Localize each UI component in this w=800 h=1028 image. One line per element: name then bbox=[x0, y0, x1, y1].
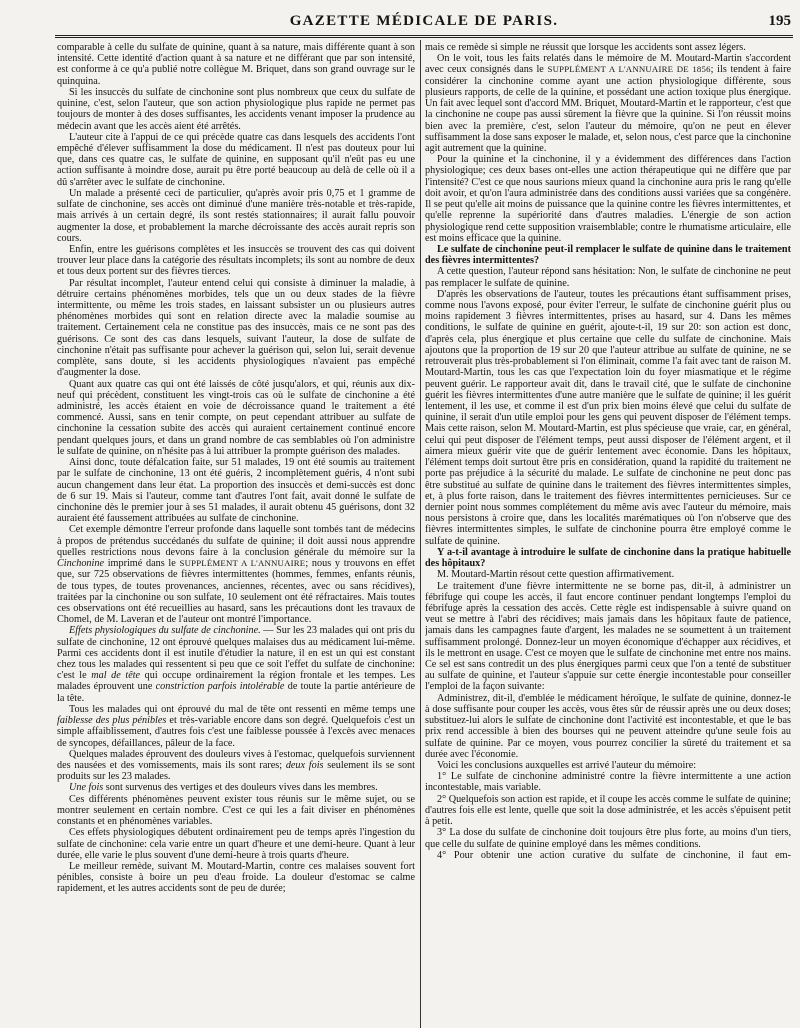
text-run: Quant aux quatre cas qui ont été laissés de côté jusqu'alors, et qui, réunis aux dix-neuf qui précèdent, constituent les vingt-trois cas où le sulfate de cinchonine a été administré, les accès étaient en voie de décroissance quand le traitement a été commencé. Aussi, sans en tenir compte, on peut cependant attribuer au sulfate de cinchonine la cessation subite des accès qui auraient certainement continué encore pendant quelques jours, et dans un grand nombre de cas semblables où l'on administre le sulfate de quinine, on n'hésite pas à lui attribuer la prompte guérison des malades. bbox=[57, 378, 415, 457]
text-run: qui occupe ordinairement la région frontale et les tempes. Les malades éprouvent une bbox=[57, 670, 415, 693]
small-caps-text: SUPPLÉMENT A L'ANNUAIRE bbox=[179, 558, 306, 569]
text-run: Par résultat incomplet, l'auteur entend celui qui consiste à diminuer la maladie, à détruire certains phénomènes morbides, tels que un ou deux stades de la fièvre intermittente, ou même les trois stades, en laissant subsister un ou plusieurs autres phénomènes morbides qui sont en relation directe avec la maladie soumise au traitement. Certainement cela ne constitue pas des insuccès, mais ce ne sont pas des guérisons. Ce sont des cas dans lesquels, suivant l'auteur, la dose de sulfate de cinchonine n'était pas suffisante pour achever la guérison qui, selon lui, serait devenue complète, sans doute, si les accidents physiologiques n'avaient pas empêché d'augmenter la dose. bbox=[57, 277, 415, 379]
bold-text: Y a-t-il avantage à introduire le sulfate de cinchonine dans la pratique habituelle des hôpitaux? bbox=[425, 546, 791, 570]
left-column-paragraph bbox=[57, 861, 415, 895]
text-run: Le meilleur remède, suivant M. Moutard-Martin, contre ces malaises souvent fort pénibles, consiste à boire un peu d'eau froide. La douleur d'estomac se calme rapidement, et les autres accidents sont de peu de durée; bbox=[57, 860, 415, 895]
left-column-paragraph bbox=[57, 782, 415, 793]
left-column-paragraph bbox=[57, 625, 415, 704]
text-run: 1° Le sulfate de cinchonine administré contre la fièvre intermittente a une action incontestable, mais variable. bbox=[425, 771, 791, 794]
text-run: Enfin, entre les guérisons complètes et les insuccès se trouvent des cas qui doivent trouver leur place dans la catégorie des résultats incomplets; ils sont au nombre de deux et tous deux portent sur des fièvres tierces. bbox=[57, 243, 415, 278]
small-caps-text: SUPPLÉMENT A L'ANNUAIRE DE 1856 bbox=[547, 64, 711, 75]
left-column-paragraph bbox=[57, 278, 415, 379]
italic-text: mal de tête bbox=[91, 670, 141, 682]
text-run: D'après les observations de l'auteur, toutes les précautions étant suffisamment prises, comme nous l'avons exposé, pour éviter l'erreur, le sulfate de cinchonine guérit plus ou moins rapidement 3 fièvres intermittentes, prises au hasard, sur 4. Dans les mêmes conditions, le sulfate de quinine en guérit, ajoute-t-il, 19 sur 20: son action est donc, d'après cela, plus énergique et plus certaine que celle du sulfate de cinchonine. Mais ajoutons que la proportion de 19 sur 20 que l'auteur attribue au sulfate de quinine, ne se retrouverait plus très-probablement si l'on éliminait, comme l'a fait avec tant de raison M. Moutard-Martin, tous les cas que l'expectation loin du foyer miasmatique et le régime peuvent guérir. Le rapporteur avait dit, dans le travail cité, que le sulfate de cinchonine guérit les fièvres intermittentes d'une autre manière que le sulfate de quinine; il les guérit lentement, il les use, et comme il est d'un prix bien moins élevé que celui du sulfate de quinine, il serait d'un utile emploi pour les gens qui peuvent disposer de l'élément temps. Mais cette raison, selon M. Moutard-Martin, est plus spécieuse que vraie, car, en général, celui qui peut disposer de l'élément temps, peut aussi disposer de l'élément argent, et il aimera mieux guérir vite que de guérir lentement avec économie. Dans les hôpitaux, l'élément temps doit surtout être pris en considération, quand la rapidité du traitement ne porte pas préjudice à la sécurité du malade. Le sulfate de cinchonine ne peut donc pas être substitué au sulfate de quinine dans le traitement des fièvres intermittentes simples, et, à plus forte raison, dans le traitement des fièvres intermittentes pernicieuses. Sur ce dernier point nous sommes complétement du même avis avec l'auteur du mémoire, mais nous persistons à croire que, dans les localités marématiques où l'on n'observe que des fièvres intermittentes simples, le sulfate de cinchonine pourra être employé comme le sulfate de quinine. bbox=[425, 288, 791, 547]
right-column-paragraph bbox=[425, 693, 791, 760]
text-run: Si les insuccès du sulfate de cinchonine sont plus nombreux que ceux du sulfate de quinine, c'est, selon l'auteur, que son action physiologique plus rapide ne permet pas toujours de monter à des doses suffisantes, les accidents venant imposer la prudence au médecin avant que les accès aient été arrêtés. bbox=[57, 86, 415, 132]
right-column-paragraph bbox=[425, 266, 791, 288]
text-run: Ces différents phénomènes peuvent exister tous réunis sur le même sujet, ou se montrer seulement en certain nombre. C'est ce qui les a fait diviser en phénomènes constants et en phénomènes variables. bbox=[57, 793, 415, 828]
text-run: seulement ils se sont produits sur les 23 malades. bbox=[57, 760, 415, 783]
header-rule bbox=[55, 37, 793, 38]
left-column-paragraph bbox=[57, 457, 415, 524]
left-column-paragraph bbox=[57, 244, 415, 278]
text-run: Un malade a présenté ceci de particulier, qu'après avoir pris 0,75 et 1 gramme de sulfate de cinchonine, ses accès ont diminué d'une manière très-notable et très-rapide, mais arrivés à un certain degré, ils sont restés stationnaires; il aurait fallu pouvoir augmenter la dose, et probablement la marche décroissante des accès aurait repris son cours. bbox=[57, 187, 415, 244]
text-run: Tous les malades qui ont éprouvé du mal de tête ont ressenti en même temps une bbox=[69, 703, 415, 715]
italic-text: Une fois bbox=[69, 782, 104, 794]
text-run: Pour la quinine et la cinchonine, il y a évidemment des différences dans l'action physiologique; ces deux bases ont-elles une action thérapeutique qui ne diffère que par l'intensité? C'est ce que nous saurions mieux quand la cinchonine aura pris le rang qu'elle doit avoir, et qu'on l'aura administrée dans des conditions aussi variées que sa congénère. Il se peut qu'elle ait moins de puissance que la quinine contre les fièvres intermittentes, et qu'elle reprenne la supériorité dans d'autres maladies. L'énergie de son action physiologique rend cette supposition vraisemblable; contre le rhumatisme articulaire, elle est moins efficace que la quinine. bbox=[425, 154, 791, 244]
left-column-paragraph bbox=[57, 794, 415, 828]
right-column-paragraph bbox=[425, 53, 791, 154]
text-run: Quelques malades éprouvent des douleurs vives à l'estomac, quelquefois surviennent des nausées et des vomissements, mais ils sont rares; bbox=[57, 748, 415, 771]
right-column-paragraph bbox=[425, 42, 791, 53]
text-run: Ainsi donc, toute défalcation faite, sur 51 malades, 19 ont été soumis au traitement par le sulfate de cinchonine, 13 ont été guéris, 2 incomplètement guéris, 4 n'ont subi aucun changement dans leur état. La proportion des insuccès et demi-succès est donc de 6 sur 19. Mais si l'auteur, comme tant d'autres l'ont fait, avait donné le sulfate de cinchonine dès le premier jour à ses 51 malades, il aurait obtenu 45 guérisons, dont 32 auraient été faussement attribuées au sulfate de cinchonine. bbox=[57, 457, 415, 525]
right-column-paragraph bbox=[425, 827, 791, 849]
bold-text: Le sulfate de cinchonine peut-il remplacer le sulfate de quinine dans le traitement des fièvres intermittentes? bbox=[425, 243, 791, 267]
text-run: Ces effets physiologiques débutent ordinairement peu de temps après l'ingestion du sulfate de cinchonine: cela varie entre un quart d'heure et une demi-heure. Quant à leur durée, elle varie le plus souvent d'une demi-heure à trois quarts d'heure. bbox=[57, 827, 415, 861]
left-column-paragraph bbox=[57, 188, 415, 244]
left-column-paragraph bbox=[57, 827, 415, 861]
italic-text: deux fois bbox=[285, 760, 324, 771]
right-column-paragraph bbox=[425, 850, 791, 861]
italic-text: Cinchonine bbox=[57, 558, 104, 570]
text-run: M. Moutard-Martin résout cette question affirmativement. bbox=[437, 569, 675, 581]
right-column-paragraph bbox=[425, 154, 791, 244]
text-run: A cette question, l'auteur répond sans hésitation: Non, le sulfate de cinchonine ne peut pas remplacer le sulfate de quinine. bbox=[425, 266, 791, 289]
text-run: sont survenus des vertiges et des douleurs vives dans les membres. bbox=[103, 782, 378, 794]
header-rule bbox=[55, 35, 793, 36]
text-run: mais ce remède si simple ne réussit que lorsque les accidents sont assez légers. bbox=[425, 42, 746, 53]
column-divider bbox=[420, 40, 421, 1028]
text-run: Le traitement d'une fièvre intermittente ne se borne pas, dit-il, à administrer un fébrifuge qui coupe les accès, il faut encore continuer pendant longtemps l'emploi du fébrifuge après la cessation des accès. Cette règle est indispensable à suivre quand on veut se mettre à l'abri des récidives; mais jamais dans les hôpitaux faute de patience, jamais dans les campagnes faute d'argent, les malades ne se soumettent à un traitement suffisamment prolongé. Donnez-leur un moyen économique d'échapper aux récidives, et ils le mettront en usage. C'est ce moyen que le sulfate de cinchonine met entre nos mains. Ce sel est sans contredit un des plus énergiques parmi ceux que l'on a tenté de substituer au sulfate de quinine, et l'auteur s'appuie sur cette énergie incontestable pour conseiller l'emploi de la façon suivante: bbox=[425, 580, 791, 693]
text-run: Voici les conclusions auxquelles est arrivé l'auteur du mémoire: bbox=[437, 760, 697, 771]
masthead bbox=[55, 8, 793, 34]
italic-text: constriction parfois intolérable bbox=[155, 681, 285, 693]
left-column-paragraph bbox=[57, 132, 415, 188]
text-run: de toute la partie antérieure de la tête. bbox=[57, 681, 415, 704]
italic-text: Effets physiologiques du sulfate de cinchonine. bbox=[69, 625, 261, 637]
text-run: imprimé dans le bbox=[103, 558, 180, 570]
text-run: Administrez, dit-il, d'emblée le médicament héroïque, le sulfate de quinine, donnez-le à dose suffisante pour couper les accès, vous êtes sûr de réussir après une ou deux doses; substituez-lui alors le sulfate de cinchonine dont l'activité est incontestable, et que le bas prix rend accessible à bien des bourses qui ne peuvent atteindre qu'une seule fois au sulfate de quinine. Par ce moyen, vous pourrez concilier la sûreté du traitement et sa durée avec l'économie. bbox=[425, 692, 791, 760]
left-column-paragraph bbox=[57, 749, 415, 783]
right-column-paragraph bbox=[425, 760, 791, 771]
right-column-paragraph bbox=[425, 771, 791, 793]
left-column-paragraph bbox=[57, 379, 415, 458]
left-column-paragraph bbox=[57, 704, 415, 749]
left-column bbox=[57, 42, 415, 1026]
page-number: 195 bbox=[768, 13, 791, 29]
right-column-paragraph bbox=[425, 794, 791, 828]
right-column-paragraph bbox=[425, 289, 791, 547]
text-run: et très-variable encore dans son degré. Quelquefois c'est un simple affaiblissement, d'autres fois c'est une faiblesse poussée à l'excès avec menaces de syncopes, défaillances, pâleur de la face. bbox=[57, 715, 415, 749]
right-column-paragraph bbox=[425, 244, 791, 266]
left-column-paragraph bbox=[57, 524, 415, 625]
text-run: 3° La dose du sulfate de cinchonine doit toujours être plus forte, au moins d'un tiers, que celle du sulfate de quinine employé dans les mêmes conditions. bbox=[425, 827, 791, 850]
text-run: 2° Quelquefois son action est rapide, et il coupe les accès comme le sulfate de quinine; d'autres fois elle est lente, quelle que soit la dose administrée, et les accès s'épuisent petit à petit. bbox=[425, 793, 791, 828]
left-column-paragraph bbox=[57, 87, 415, 132]
text-run: Cet exemple démontre l'erreur profonde dans laquelle sont tombés tant de médecins à propos de prétendus succédanés du sulfate de quinine; il doit aussi nous apprendre quelles restrictions nous devons faire à la conclusion générale du mémoire sur la bbox=[57, 524, 415, 558]
text-run: On le voit, tous les faits relatés dans le mémoire de M. Moutard-Martin s'accordent avec ceux consignés dans le bbox=[425, 53, 791, 76]
right-column-paragraph bbox=[425, 569, 791, 580]
right-column-paragraph bbox=[425, 581, 791, 693]
text-run: comparable à celle du sulfate de quinine, quant à sa nature, mais différente quant à son intensité. Cette identité d'action quant à sa nature et ne différant que par son intensité, est conforme à ce qu'a publié notre collègue M. Briquet, dans son grand ouvrage sur le quinquina. bbox=[57, 42, 415, 87]
text-run: ; nous y trouvons en effet que, sur 725 observations de fièvres intermittentes (hommes, femmes, enfants réunis, de tous types, de toutes provenances, anciennes, récentes, avec ou sans récidives), traitées par la cinchonine ou son sulfate, 10 seulement ont été réfractaires. Mais toutes ces observations ont été recueillies au hasard, sans les précautions dont les travaux de Chomel, de M. Laveran et de l'auteur ont montré l'importance. bbox=[57, 558, 415, 626]
left-column-paragraph bbox=[57, 42, 415, 87]
text-run: ; ils tendent à faire considérer la cinchonine comme ayant une action physiologique différente, sous plusieurs rapports, de celle de la quinine, et possédant une action toxique plus énergique. Un fait avec lequel sont d'accord MM. Briquet, Moutard-Martin et le rapporteur, c'est que la cinchonine ne coupe pas aussi sûrement la fièvre que la quinine. Si l'on réussit moins bien avec la première, c'est, selon l'auteur du mémoire, qu'on ne peut en élever suffisamment la dose sans exposer le malade, et, selon nous, c'est parce que la cinchonine agit autrement que la quinine. bbox=[425, 64, 791, 154]
text-run: L'auteur cite à l'appui de ce qui précède quatre cas dans lesquels des accidents l'ont empêché d'élever suffisamment la dose du médicament. Il n'est pas douteux pour lui que, dans ces quatre cas, le sulfate de quinine, en supposant qu'il n'eût pas eu une action suffisante à moindre dose, aurait pu être porté beaucoup au delà de celle où il a dû s'arrêter avec le sulfate de cinchonine. bbox=[57, 131, 415, 188]
journal-title: GAZETTE MÉDICALE DE PARIS. bbox=[289, 13, 559, 29]
right-column bbox=[425, 42, 791, 1026]
text-run: 4° Pour obtenir une action curative du sulfate de cinchonine, il faut em- bbox=[437, 849, 791, 861]
italic-text: faiblesse des plus pénibles bbox=[57, 715, 167, 727]
text-run: — Sur les 23 malades qui ont pris du sulfate de cinchonine, 12 ont éprouvé quelques malaises dus au médicament lui-même. Parmi ces accidents dont il est inutile d'étudier la nature, il en est un qui est constant chez tous les malades qui ressentent si peu que ce soit l'effet du sulfate de cinchonine: c'est le bbox=[57, 625, 415, 682]
right-column-paragraph bbox=[425, 547, 791, 569]
